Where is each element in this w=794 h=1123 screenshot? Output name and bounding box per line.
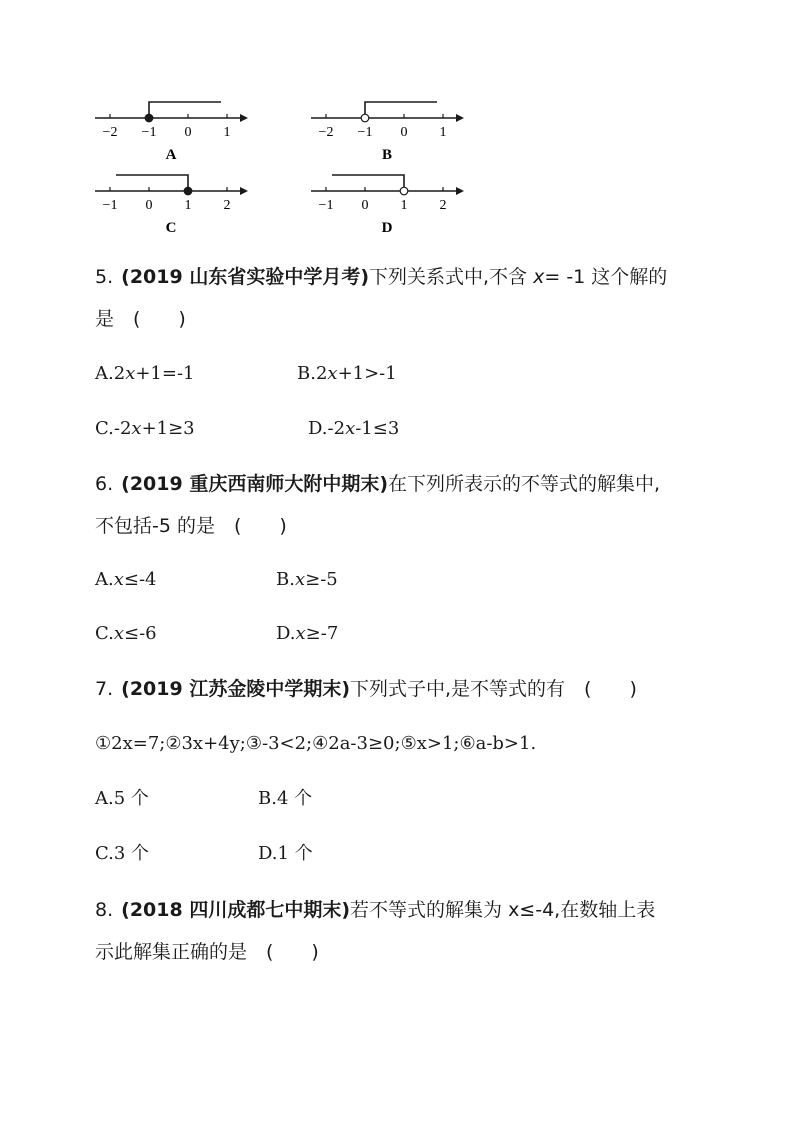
tick-label: 2 — [223, 198, 231, 213]
variable: x — [295, 623, 306, 644]
question-7-line-1 — [95, 677, 637, 701]
tick-label: −1 — [357, 125, 373, 140]
option-label: A. — [95, 569, 114, 590]
question-5-line-1 — [95, 265, 667, 289]
tick-label: −2 — [318, 125, 334, 140]
question-text: 若不等式的解集为 — [350, 899, 509, 921]
option-label: D. — [258, 843, 278, 864]
option-label: B. — [258, 788, 277, 809]
question-source: (2019 山东省实验中学月考) — [121, 266, 370, 288]
option-label: B. — [276, 569, 295, 590]
tick-label: 2 — [439, 198, 447, 213]
question-8-line-1 — [95, 898, 655, 922]
q7-option-c[interactable] — [95, 842, 149, 866]
q6-option-c[interactable] — [95, 622, 157, 646]
question-text: 下列式子中,是不等式的有 ( ) — [350, 678, 637, 700]
variable: x — [131, 418, 142, 439]
number-line-d-graphic — [306, 168, 476, 238]
question-6-line-2 — [95, 514, 287, 538]
question-number: 6. — [95, 473, 114, 495]
q7-option-d[interactable] — [258, 842, 313, 866]
q6-option-a[interactable] — [95, 568, 157, 592]
variable: x — [327, 363, 338, 384]
question-number: 8. — [95, 899, 114, 921]
option-text: 2 — [315, 363, 328, 384]
option-text: 1 个 — [277, 843, 313, 864]
question-text: 示此解集正确的是 ( ) — [95, 941, 319, 963]
option-text: ≤-6 — [124, 623, 157, 644]
tick-label: −1 — [141, 125, 157, 140]
question-source: (2018 四川成都七中期末) — [121, 899, 351, 921]
q5-option-a[interactable] — [95, 362, 195, 386]
question-text: ,在数轴上表 — [554, 899, 656, 921]
tick-label: −1 — [102, 198, 118, 213]
option-text: +1=-1 — [135, 363, 195, 384]
q5-option-b[interactable] — [297, 362, 397, 386]
question-text: 在下列所表示的不等式的解集中, — [388, 473, 661, 495]
number-line-c-graphic — [90, 168, 260, 238]
question-source: (2019 重庆西南师大附中期末) — [121, 473, 389, 495]
tick-label: 1 — [400, 198, 408, 213]
question-text: 是 ( ) — [95, 308, 186, 330]
option-label: A. — [95, 363, 114, 384]
question-number: 5. — [95, 266, 114, 288]
option-text: -2 — [327, 418, 346, 439]
question-text: 不包括-5 的是 ( ) — [95, 515, 287, 537]
option-text: 2 — [113, 363, 126, 384]
number-line-a-graphic — [90, 95, 260, 165]
option-caption: A — [165, 147, 177, 163]
number-line-a — [90, 95, 260, 165]
tick-label: 0 — [184, 125, 192, 140]
tick-label: 0 — [361, 198, 369, 213]
option-caption: D — [381, 220, 393, 236]
option-label: D. — [276, 623, 296, 644]
question-source: (2019 江苏金陵中学期末) — [121, 678, 351, 700]
option-label: C. — [95, 843, 114, 864]
option-text: 3 个 — [113, 843, 150, 864]
option-caption: B — [381, 147, 393, 163]
option-text: 4 个 — [276, 788, 313, 809]
option-text: +1>-1 — [337, 363, 397, 384]
option-label: D. — [308, 418, 328, 439]
variable: x — [113, 623, 125, 644]
number-line-d — [306, 168, 476, 238]
question-text: 下列关系式中,不含 — [369, 266, 534, 288]
option-text: ≥-5 — [305, 569, 338, 590]
tick-label: 1 — [184, 198, 192, 213]
expression-list: ①2x=7;②3x+4y;③-3<2;④2a-3≥0;⑤x>1;⑥a-b>1. — [95, 733, 537, 754]
option-label: B. — [297, 363, 316, 384]
inequality-expression: x≤-4 — [508, 899, 555, 921]
variable: x — [113, 569, 124, 590]
q7-items — [95, 732, 536, 756]
question-6-line-1 — [95, 472, 660, 496]
q6-option-b[interactable] — [276, 568, 338, 592]
variable: x — [125, 363, 136, 384]
option-text: -1≤3 — [355, 418, 400, 439]
option-caption: C — [165, 220, 177, 236]
tick-label: −1 — [318, 198, 334, 213]
option-label: C. — [95, 418, 114, 439]
question-number: 7. — [95, 678, 114, 700]
q7-option-a[interactable] — [95, 787, 149, 811]
variable: x — [533, 266, 545, 288]
q7-option-b[interactable] — [258, 787, 312, 811]
question-text: = -1 这个解的 — [544, 266, 668, 288]
question-5-line-2 — [95, 307, 186, 331]
tick-label: 1 — [223, 125, 231, 140]
tick-label: 1 — [439, 125, 447, 140]
option-text: 5 个 — [113, 788, 149, 809]
option-label: A. — [95, 788, 114, 809]
number-line-c — [90, 168, 260, 238]
tick-label: 0 — [145, 198, 153, 213]
variable: x — [345, 418, 356, 439]
number-line-b-graphic — [306, 95, 476, 165]
tick-label: −2 — [102, 125, 118, 140]
option-label: C. — [95, 623, 114, 644]
option-text: -2 — [113, 418, 132, 439]
number-line-b — [306, 95, 476, 165]
option-text: ≥-7 — [305, 623, 339, 644]
tick-label: 0 — [400, 125, 408, 140]
option-text: ≤-4 — [123, 569, 157, 590]
option-text: +1≥3 — [141, 418, 195, 439]
variable: x — [294, 569, 306, 590]
q6-option-d[interactable] — [276, 622, 338, 646]
q5-option-c[interactable] — [95, 417, 195, 441]
q5-option-d[interactable] — [308, 417, 399, 441]
question-8-line-2 — [95, 940, 319, 964]
